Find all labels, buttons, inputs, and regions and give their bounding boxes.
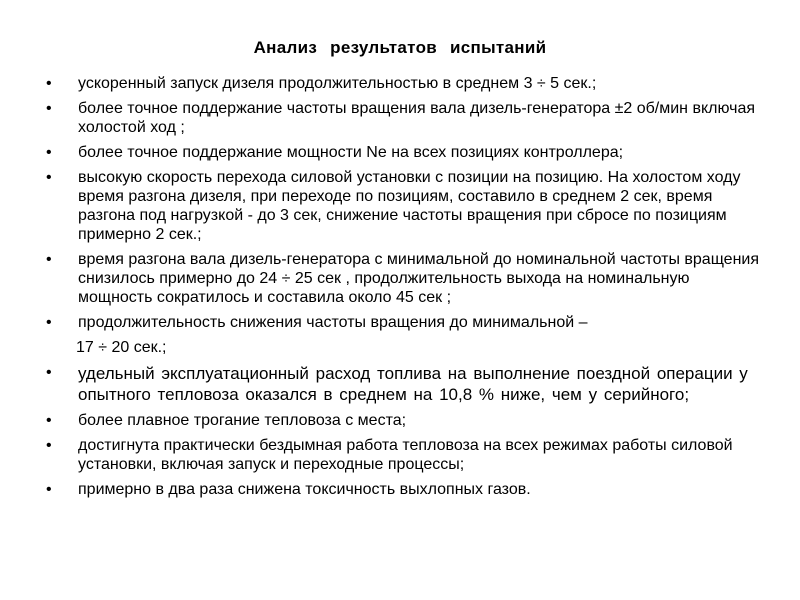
slide-title: Анализ результатов испытаний xyxy=(253,38,547,57)
list-item xyxy=(44,99,760,137)
list-item-text: продолжительность снижения частоты вращения до минимальной – xyxy=(78,314,588,331)
list-item-text: высокую скорость перехода силовой установки с позиции на позицию. На холостом ходу время разгона дизеля, при переходе по позициям, составило в среднем 2 сек, время разгона под нагрузкой - до 3 сек, снижение частоты вращения при сбросе по позициям примерно 2 сек.; xyxy=(78,169,741,243)
list-item-text: 17 ÷ 20 сек.; xyxy=(76,339,167,356)
list-item xyxy=(44,143,760,162)
list-item xyxy=(44,168,760,244)
list-item-text: ускоренный запуск дизеля продолжительностью в среднем 3 ÷ 5 сек.; xyxy=(78,75,597,92)
bullet-icon: • xyxy=(46,75,52,92)
list-item-text: достигнута практически бездымная работа тепловоза на всех режимах работы силовой установки, включая запуск и переходные процессы; xyxy=(78,437,733,473)
bullet-icon: • xyxy=(46,314,52,331)
list-item xyxy=(44,436,760,474)
bullet-icon: • xyxy=(46,100,52,117)
list-item xyxy=(44,363,760,405)
list-item xyxy=(44,74,760,93)
list-item-text: удельный эксплуатационный расход топлива на выполнение поездной операции у опытного тепловоза оказался в среднем на 10,8 % ниже, чем у серийного; xyxy=(78,364,748,404)
list-item xyxy=(44,411,760,430)
list-item xyxy=(44,480,760,499)
bullet-icon: • xyxy=(46,437,52,454)
list-item-text: примерно в два раза снижена токсичность выхлопных газов. xyxy=(78,481,531,498)
list-item-text: более точное поддержание частоты вращения вала дизель-генератора ±2 об/мин включая холостой ход ; xyxy=(78,100,756,136)
list-item-text: более плавное трогание тепловоза с места; xyxy=(78,412,407,429)
bullet-icon: • xyxy=(46,481,52,498)
bullet-icon: • xyxy=(46,169,52,186)
bullet-icon: • xyxy=(46,412,52,429)
bullet-icon: • xyxy=(46,251,52,268)
list-item-continuation xyxy=(44,338,760,357)
list-item xyxy=(44,250,760,307)
list-item-text: более точное поддержание мощности Ne на всех позициях контроллера; xyxy=(78,144,624,161)
bullet-icon: • xyxy=(46,144,52,161)
results-list xyxy=(44,74,760,505)
list-item-text: время разгона вала дизель-генератора с минимальной до номинальной частоты вращения снизилось примерно до 24 ÷ 25 сек , продолжительность выхода на номинальную мощность сократилось и составила около 45 сек ; xyxy=(78,251,760,306)
list-item xyxy=(44,313,760,332)
bullet-icon: • xyxy=(46,364,52,381)
